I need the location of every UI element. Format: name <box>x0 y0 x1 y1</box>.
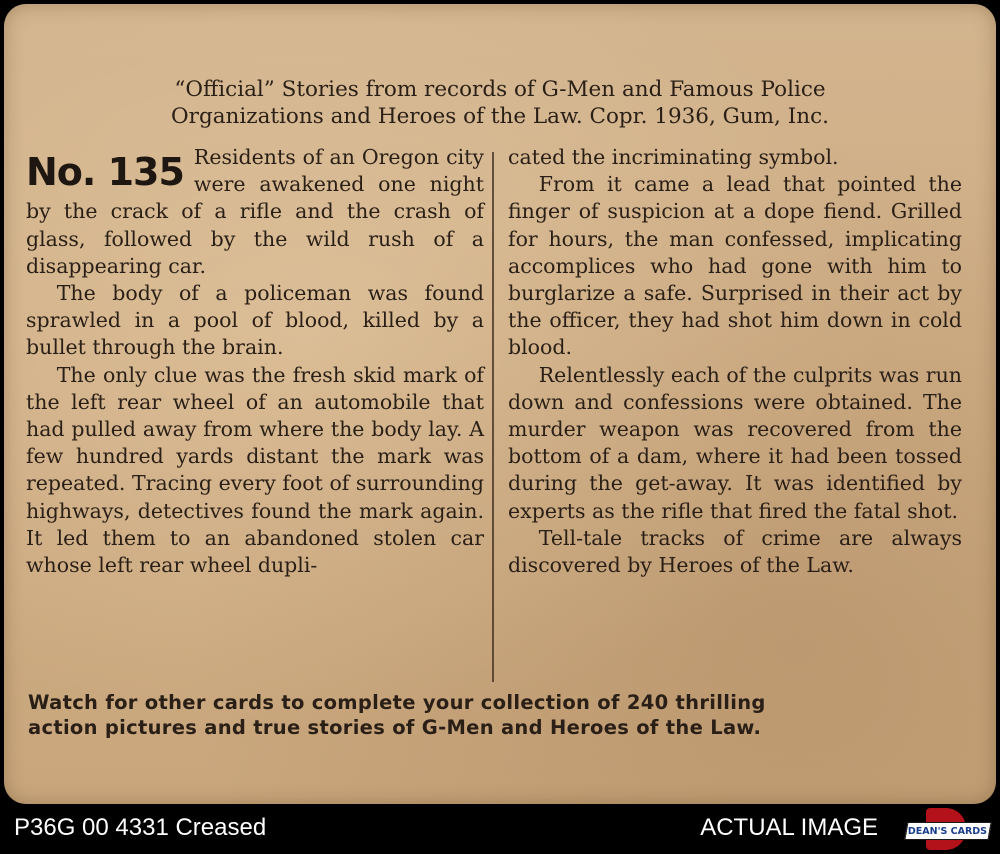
footer-line-1: Watch for other cards to complete your collection of 240 thrilling <box>28 691 766 714</box>
card-footer <box>28 690 968 740</box>
story-paragraph: Tell-tale tracks of crime are always discovered by Heroes of the Law. <box>508 525 962 578</box>
story-paragraph: cated the incriminating symbol. <box>508 145 839 169</box>
grade-caption: P36G 00 4331 Creased <box>14 814 267 841</box>
logo-text: DEAN'S CARDS <box>908 825 988 837</box>
story-paragraph: Residents of an Oregon city were awakened one night by the crack of a rifle and the crash of glass, followed by the wild rush of a disappearing car. <box>26 145 484 278</box>
story-paragraph: Relentlessly each of the culprits was run down and confessions were obtained. The murder weapon was recovered from the bottom of a dam, where it had been tossed during the get-away. It was identified by experts as the rifle that fired the fatal shot. <box>508 362 962 523</box>
actual-image-caption: ACTUAL IMAGE <box>700 814 878 841</box>
deans-cards-logo <box>906 808 988 850</box>
header-line-1: “Official” Stories from records of G-Men and Famous Police <box>174 77 826 102</box>
story-paragraph: From it came a lead that pointed the finger of suspicion at a dope fiend. Grilled for hours, the man confessed, implicating accomplices who had gone with him to burglarize a safe. Surprised in their act by the officer, they had shot him down in cold blood. <box>508 172 962 360</box>
header-line-2: Organizations and Heroes of the Law. Copr. 1936, Gum, Inc. <box>171 104 829 129</box>
card-number: No. 135 <box>26 150 184 194</box>
logo-band <box>904 822 991 840</box>
card-back <box>4 4 996 804</box>
footer-line-2: action pictures and true stories of G-Men and Heroes of the Law. <box>28 716 762 739</box>
story-left-column <box>26 144 484 579</box>
card-header <box>44 76 956 130</box>
story-paragraph: The only clue was the fresh skid mark of the left rear wheel of an automobile that had pulled away from where the body lay. A few hundred yards distant the mark was repeated. Tracing every foot of surrounding highways, detectives found the mark again. It led them to an abandoned stolen car whose left rear wheel dupli- <box>26 362 484 578</box>
story-paragraph: The body of a policeman was found sprawled in a pool of blood, killed by a bullet through the brain. <box>26 281 484 360</box>
story-right-column <box>508 144 962 579</box>
column-divider <box>492 152 494 682</box>
